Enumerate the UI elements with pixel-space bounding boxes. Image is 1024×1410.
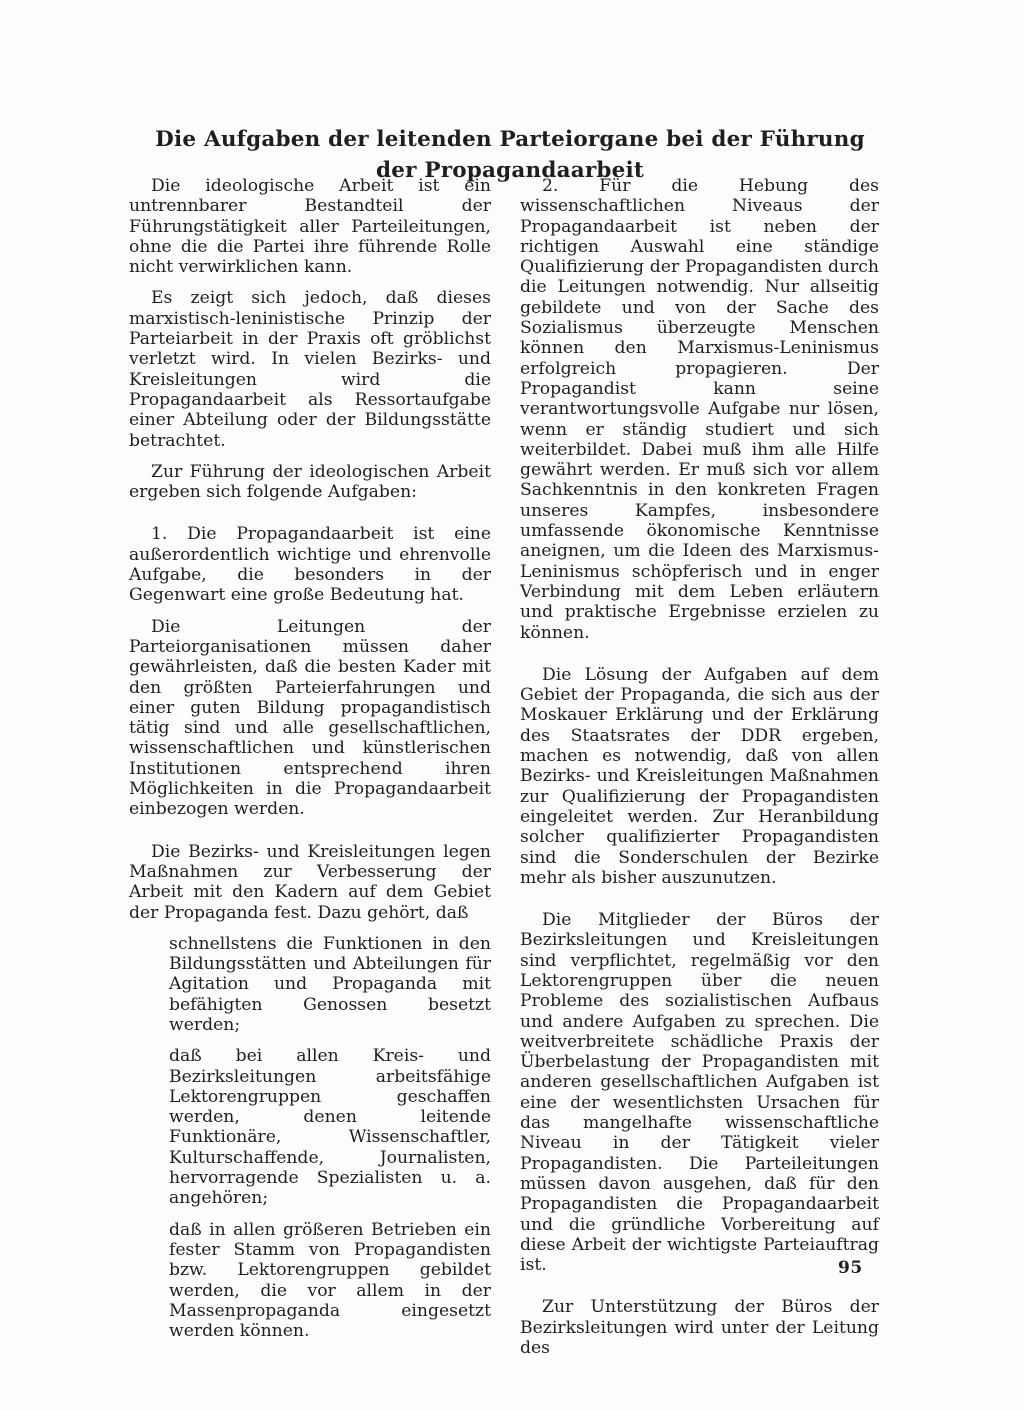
paragraph: Zur Unterstützung der Büros der Bezirksleitungen wird unter der Leitung des <box>520 1297 879 1359</box>
list-item: daß in allen größeren Betrieben ein fester Stamm von Propagandisten bzw. Lektorengruppen gebildet werden, die vor allem in der Massenpropaganda eingesetzt werden können. <box>169 1219 491 1342</box>
list-item: schnellstens die Funktionen in den Bildungsstätten und Abteilungen für Agitation und Propaganda mit befähigten Genossen besetzt werden; <box>169 933 491 1035</box>
left-column <box>129 176 491 1352</box>
paragraph: Die Bezirks- und Kreisleitungen legen Maßnahmen zur Verbesserung der Arbeit mit den Kadern auf dem Gebiet der Propaganda fest. Dazu gehört, daß <box>129 841 491 923</box>
paragraph: Zur Führung der ideologischen Arbeit ergeben sich folgende Aufgaben: <box>129 461 491 503</box>
paragraph: Die Lösung der Aufgaben auf dem Gebiet der Propaganda, die sich aus der Moskauer Erklärung und der Erklärung des Staatsrates der DDR ergeben, machen es notwendig, daß von allen Bezirks- und Kreisleitungen Maßnahmen zur Qualifizierung der Propagandisten eingeleitet werden. Zur Heranbildung solcher qualifizierter Propagandisten sind die Sonderschulen der Bezirke mehr als bisher auszunutzen. <box>520 664 879 888</box>
paragraph-point-1: 1. Die Propagandaarbeit ist eine außerordentlich wichtige und ehrenvolle Aufgabe, die besonders in der Gegenwart eine große Bedeutung hat. <box>129 524 491 606</box>
paragraph: Die Leitungen der Parteiorganisationen müssen daher gewährleisten, daß die besten Kader mit den größten Parteierfahrungen und einer guten Bildung propagandistisch tätig sind und alle gesellschaftlichen, wissenschaftlichen und künstlerischen Institutionen entsprechend ihren Möglichkeiten in die Propagandaarbeit einbezogen werden. <box>129 616 491 820</box>
right-column <box>520 176 879 1369</box>
page-number: 95 <box>838 1258 863 1278</box>
paragraph: Die Mitglieder der Büros der Bezirksleitungen und Kreisleitungen sind verpflichtet, regelmäßig vor den Lektorengruppen über die neuen Probleme des sozialistischen Aufbaus und andere Aufgaben zu sprechen. Die weitverbreitete schädliche Praxis der Überbelastung der Propagandisten mit anderen gesellschaftlichen Aufgaben ist eine der wesentlichsten Ursachen für das mangelhafte wissenschaftliche Niveau in der Tätigkeit vieler Propagandisten. Die Parteileitungen müssen davon ausgehen, daß für den Propagandisten die Propagandaarbeit und die gründliche Vorbereitung auf diese Arbeit der wichtigste Parteiauftrag ist. <box>520 910 879 1276</box>
title-line-2: der Propagandaarbeit <box>376 158 644 184</box>
paragraph-point-2: 2. Für die Hebung des wissenschaftlichen Niveaus der Propagandaarbeit ist neben der richtigen Auswahl eine ständige Qualifizierung der Propagandisten durch die Leitungen notwendig. Nur allseitig gebildete und von der Sache des Sozialismus überzeugte Menschen können den Marxismus-Leninismus erfolgreich propagieren. Der Propagandist kann seine verantwortungsvolle Aufgabe nur lösen, wenn er ständig studiert und sich weiterbildet. Dabei muß ihm alle Hilfe gewährt werden. Er muß sich vor allem Sachkenntnis in den konkreten Fragen unseres Kampfes, insbesondere umfassende ökonomische Kenntnisse aneignen, um die Ideen des Marxismus-Leninismus schöpferisch und in enger Verbindung mit dem Leben erläutern und praktische Ergebnisse erzielen zu können. <box>520 176 879 643</box>
paragraph: Es zeigt sich jedoch, daß dieses marxistisch-leninistische Prinzip der Parteiarbeit in der Praxis oft gröblichst verletzt wird. In vielen Bezirks- und Kreisleitungen wird die Propagandaarbeit als Ressortaufgabe einer Abteilung oder der Bildungsstätte betrachtet. <box>129 288 491 451</box>
title-line-1: Die Aufgaben der leitenden Parteiorgane bei der Führung <box>155 127 865 153</box>
paragraph: Die ideologische Arbeit ist ein untrennbarer Bestandteil der Führungstätigkeit aller Parteileitungen, ohne die die Partei ihre führende Rolle nicht verwirklichen kann. <box>129 176 491 278</box>
list-item: daß bei allen Kreis- und Bezirksleitungen arbeitsfähige Lektorengruppen geschaffen werden, denen leitende Funktionäre, Wissenschaftler, Kulturschaffende, Journalisten, hervorragende Spezialisten u. a. angehören; <box>169 1046 491 1209</box>
